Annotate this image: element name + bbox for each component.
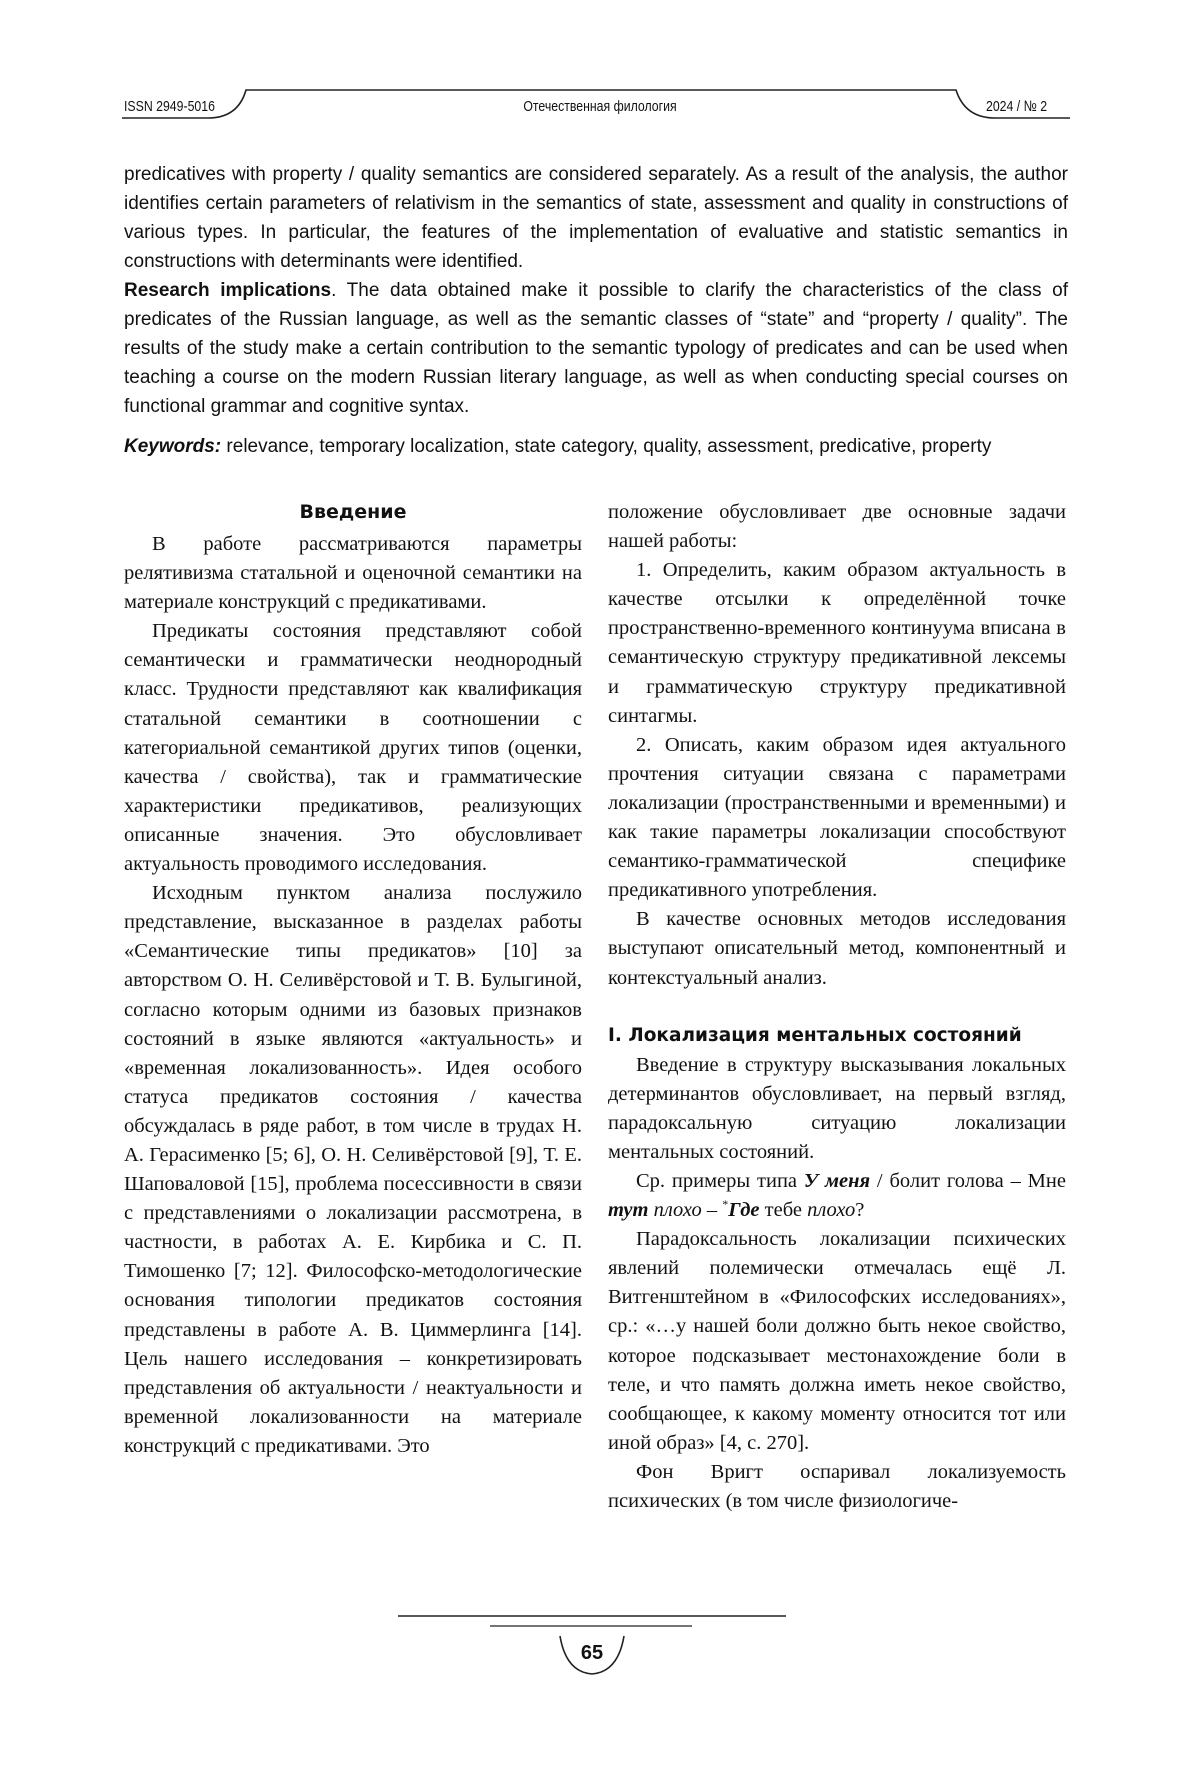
example-emphasis: У меня: [803, 1169, 871, 1192]
journal-title: Отечественная филология: [523, 98, 677, 115]
body-paragraph: Фон Вригт оспаривал локализуемость психических (в том числе физиологиче-: [608, 1460, 1066, 1512]
body-paragraph: Предикаты состояния представляют собой семантически и грамматически неоднородный класс. Трудности представляют как квалификация статальной семантики в соотношении с категориальной семантикой других типов (оценки, качества / свойства), так и грамматические характеристики предикативов, реализующих описанные значения. Это обусловливает актуальность проводимого исследования.: [124, 620, 582, 876]
example-text: –: [701, 1199, 723, 1222]
body-paragraph: В качестве основных методов исследования выступают описательный метод, компонентный и контекстуальный анализ.: [608, 908, 1066, 989]
section-heading-localization: I. Локализация ментальных состояний: [608, 1024, 1022, 1046]
body-paragraph: Исходным пунктом анализа послужило представление, высказанное в разделах работы «Семантические типы предикатов» [10] за авторством О. Н. Селивёрстовой и Т. В. Булыгиной, согласно которым одними из базовых признаков состояний в языке являются «актуальность» и «временная локализованность». Идея особого статуса предикатов состояния / качества обсуждалась в ряде работ, в том числе в трудах Н. А. Герасименко [5; 6], О. Н. Селивёрстовой [9], Т. Е. Шаповаловой [15], проблема посессивности в связи с представлениями о локализации рассмотрена, в частности, в работах А. Е. Кирбика и С. П. Тимошенко [7; 12]. Философско-методологические основания типологии предикатов состояния представлены в работе А. В. Циммерлинга [14]. Цель нашего исследования – конкретизировать представления об актуальности / неактуальности и временной локализованности на материале конструкций с предикативами. Это: [124, 882, 582, 1457]
abstract-paragraph: predicatives with property / quality semantics are considered separately. As a result of the analysis, the author identifies certain parameters of relativism in the semantics of state, assessment and quality in constructions of various types. In particular, the features of the implementation of evaluative and statistic semantics in constructions with determinants were identified.: [124, 164, 1068, 272]
research-implications-text: . The data obtained make it possible to clarify the characteristics of the class of predicates of the Russian language, as well as the semantic classes of “state” and “property / quality”. The results of the study make a certain contribution to the semantic typology of predicates and can be used when teaching a course on the modern Russian literary language, as well as when conducting special courses on functional grammar and cognitive syntax.: [124, 280, 1068, 417]
body-paragraph: В работе рассматриваются параметры релятивизма статальной и оценочной семантики на материале конструкций с предикативами.: [124, 533, 582, 614]
example-text: / болит голова – Мне: [870, 1169, 1066, 1192]
journal-issn: ISSN 2949-5016: [124, 98, 215, 115]
ungrammatical-mark: *: [722, 1197, 729, 1212]
example-text: тебе: [759, 1199, 808, 1222]
example-italic: плохо: [807, 1199, 856, 1222]
body-paragraph: Введение в структуру высказывания локальных детерминантов обусловливает, на первый взгляд, парадоксальную ситуацию локализации ментальных состояний.: [608, 1053, 1066, 1163]
example-text: ?: [855, 1199, 865, 1222]
example-italic: плохо: [653, 1199, 702, 1222]
research-implications-label: Research implications: [124, 280, 332, 301]
task-item-1: 1. Определить, каким образом актуальность в качестве отсылки к определённой точке пространственно-временного континуума вписана в семантическую структуру предикативной лексемы и грамматическую структуру предикативной синтагмы.: [608, 559, 1066, 727]
body-paragraph: Парадоксальность локализации психических явлений полемически отмечалась ещё Л. Витгенштейном в «Философских исследованиях», ср.: «…у нашей боли должно быть некое свойство, которое подсказывает местонахождение боли в теле, и что память должна иметь некое свойство, сообщающее, к какому моменту относится тот или иной образ» [4, с. 270].: [608, 1228, 1066, 1454]
body-paragraph: положение обусловливает две основные задачи нашей работы:: [608, 501, 1066, 553]
page-number: 65: [580, 1642, 604, 1664]
keywords-label: Keywords:: [124, 436, 222, 457]
issue-number: 2024 / № 2: [986, 98, 1048, 115]
example-emphasis: тут: [608, 1199, 649, 1222]
example-emphasis: Где: [728, 1199, 760, 1222]
task-item-2: 2. Описать, каким образом идея актуального прочтения ситуации связана с параметрами локализации (пространственными и временными) и как такие параметры локализации способствуют семантико-грамматической специфике предикативного употребления.: [608, 733, 1066, 902]
example-text: Ср. примеры типа: [636, 1169, 804, 1192]
keywords-text: relevance, temporary localization, state category, quality, assessment, predicative, property: [221, 436, 992, 457]
section-heading-introduction: Введение: [299, 501, 407, 523]
